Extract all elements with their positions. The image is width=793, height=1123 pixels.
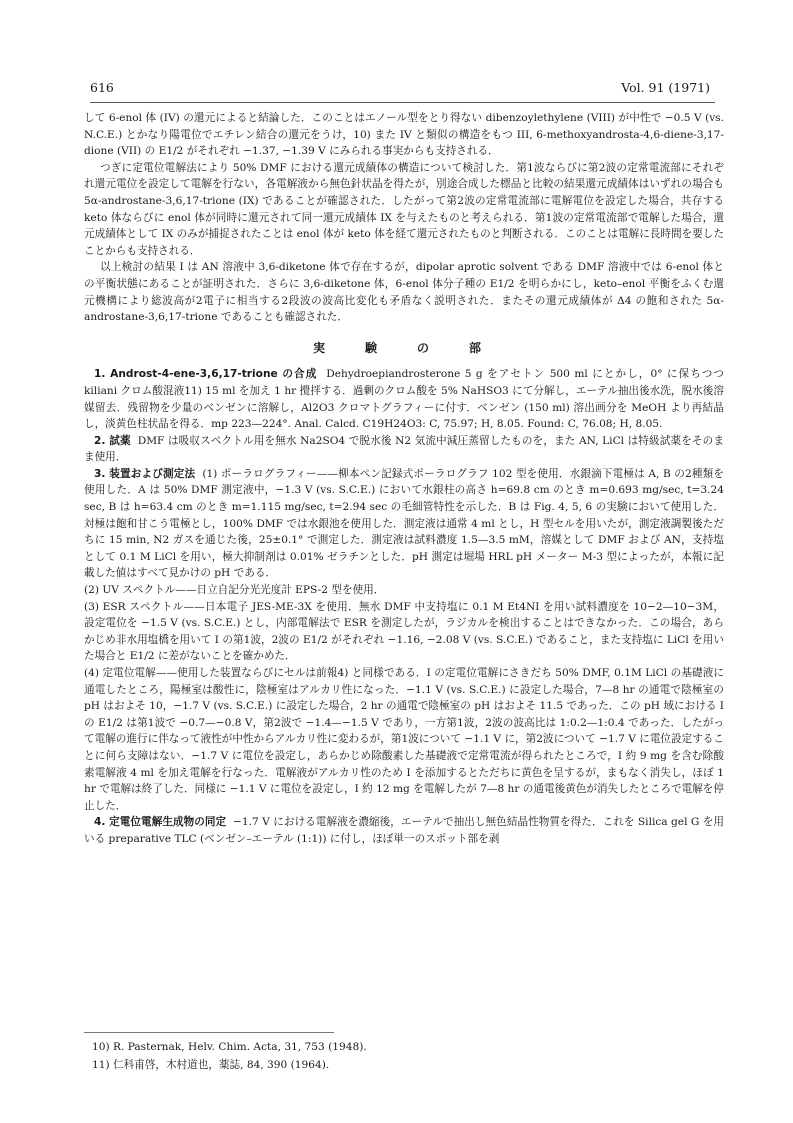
- item-label: 3. 装置および測定法: [94, 467, 196, 480]
- item-text: (3) ESR スペクトル——日本電子 JES-ME-3X を使用．無水 DMF 中支持塩に 0.1 M Et4NI を用い試料濃度を 10−2—10−3M，設定電位を −1.5 V (vs. S.C.E.) とし，内部電解法で ESR を測定したが，ラジカルを検出することはできなかった．この場合，あらかじめ非水用塩橋を用いて I の第1波，2波の E1/2 がそれぞれ −1.16, −2.08 V (vs. S.C.E.) であること，また支持塩に LiCl を用いた場合と E1/2 に差がないことを確かめた．: [84, 600, 724, 663]
- paragraph: して 6-enol 体 (IV) の還元によると結論した．このことはエノール型をとり得ない dibenzoylethylene (VIII) が中性で −0.5 V (vs. N.C.E.) とかなり陽電位でエチレン結合の還元をうけ，10) また IV と類似の構造をもつ III, 6-methoxyandrosta-4,6-diene-3,17-dione (VII) の E1/2 がそれぞれ −1.37, −1.39 V にみられる事実からも支持される．: [84, 112, 724, 158]
- journal-volume: Vol. 91 (1971): [621, 80, 710, 95]
- item-label: 2. 試薬: [94, 434, 131, 447]
- item-text: −1.7 V における電解液を濃縮後，エーテルで抽出し無色結晶性物質を得た．これを Silica gel G を用いる preparative TLC (ベンゼン–エーテル (1:1)) に付し，ほぼ単一のスポット部を剥: [84, 816, 724, 845]
- paragraph: 以上検討の結果 I は AN 溶液中 3,6-diketone 体で存在するが，dipolar aprotic solvent である DMF 溶液中では 6-enol 体との平衡状態にあることが証明された．さらに 3,6-diketone 体，6-enol 体分子種の E1/2 を明らかにし，keto–enol 平衡をふくむ還元機構により総波高が2電子に相当する2段波の波高比変化も矛盾なく説明された．またその還元成績体が Δ4 の飽和された 5α-androstane-3,6,17-trione であることも確認された．: [84, 261, 724, 324]
- item-text: Dehydroepiandrosterone 5 g をアセトン 500 ml にとかし，0° に保ちつつ kiliani クロム酸混液11) 15 ml を加え 1 hr 攪拌する．過剰のクロム酸を 5% NaHSO3 にて分解し，エーテル抽出後水洗，脱水後溶媒留去．残留物を少量のベンゼンに溶解し，Al2O3 クロマトグラフィーに付す．ベンゼン (150 ml) 溶出画分を MeOH より再結晶し，淡黄色柱状晶を得る．mp 223—224°. Anal. Calcd. C19H24O3: C, 75.97; H, 8.05. Found: C, 76.08; H, 8.05.: [84, 368, 724, 431]
- item-label: 4. 定電位電解生成物の同定: [94, 816, 227, 829]
- experimental-item: [84, 366, 724, 432]
- footnote: 11) 仁科甫啓，木村道也，薬誌, 84, 390 (1964).: [92, 1059, 330, 1071]
- experimental-item: [84, 466, 724, 582]
- section-title: 実 験 の 部: [312, 340, 495, 355]
- item-text: DMF は吸収スペクトル用を無水 Na2SO4 で脱水後 N2 気流中減圧蒸留したものを，また AN, LiCl は特級試薬をそのまま使用．: [84, 434, 724, 464]
- paragraph: つぎに定電位電解法により 50% DMF における還元成績体の構造について検討した．第1波ならびに第2波の定常電流部にそれぞれ還元電位を設定して電解を行ない，各電解液から無色針状晶を得たが，別途合成した標品と比較の結果還元成績体はいずれの場合も 5α-androstane-3,6,17-trione (IX) であることが確認された．したがって第2波の定常電流部に電解電位を設定した場合，共存する keto 体ならびに enol 体が同時に還元されて同一還元成績体 IX を与えたものと考えられる．第1波の定常電流部で電解した場合，還元成績体として IX のみが捕捉されたことは enol 体が keto 体を経て還元されたものと判断される．このことは電解に長時間を要したことからも支持される．: [84, 161, 724, 257]
- footnote: 10) R. Pasternak, Helv. Chim. Acta, 31, 753 (1948).: [92, 1041, 367, 1053]
- footnotes: [92, 1038, 652, 1074]
- item-text: (2) UV スペクトル——日立自記分光光度計 EPS-2 型を使用．: [84, 584, 385, 597]
- running-header: [90, 80, 710, 96]
- item-text: (1) ポーラログラフィー——柳本ペン記録式ポーラログラフ 102 型を使用．水銀滴下電極は A, B の2種類を使用した．A は 50% DMF 測定液中，−1.3 V (vs. S.C.E.) において水銀柱の高さ h=69.8 cm のとき m=0.693 mg/sec, t=3.24 sec, B は h=63.4 cm のとき m=1.115 mg/sec, t=2.94 sec の毛細管特性を示した．B は Fig. 4, 5, 6 の実験において使用した．対極は飽和甘こう電極とし，100% DMF では水銀池を使用した．測定液は通常 4 ml とし，H 型セルを用いたが，測定液調製後ただちに 15 min, N2 ガスを通じた後，25±0.1° で測定した．測定液は試料濃度 1.5—3.5 mM，溶媒として DMF および AN，支持塩として 0.1 M LiCl を用い，極大抑制剤は 0.01% ゼラチンとした．pH 測定は堀場 HRL pH メーター M-3 型によったが，本報に記載した値はすべて見かけの pH である．: [84, 467, 724, 580]
- experimental-item: [84, 582, 724, 599]
- footnote-rule: [84, 1032, 334, 1033]
- experimental-item: [84, 433, 724, 466]
- experimental-item: [84, 665, 724, 814]
- page-number: 616: [90, 80, 114, 95]
- item-label: 1. Androst-4-ene-3,6,17-trione の合成: [94, 368, 318, 381]
- header-rule: [90, 102, 715, 103]
- body-text: [84, 110, 724, 848]
- item-text: (4) 定電位電解——使用した装置ならびにセルは前報4) と同様である．I の定電位電解にさきだち 50% DMF, 0.1M LiCl の基礎液に通電したところ，陽極室は酸性に，陰極室はアルカリ性になった．−1.1 V (vs. S.C.E.) に設定した場合，7—8 hr の通電で陰極室の pH はおよそ 10，−1.7 V (vs. S.C.E.) に設定した場合，2 hr の通電で陰極室の pH はおよそ 11.5 であった．この pH 域における I の E1/2 は第1波で −0.7—−0.8 V，第2波で −1.4—−1.5 V であり，一方第1波，2波の波高比は 1:0.2—1:0.4 であった．したがって電解の進行に伴なって液性が中性からアルカリ性に変わるが，第1波について −1.1 V に，第2波について −1.7 V に電位設定することに何ら支障はない．−1.7 V に電位を設定し，あらかじめ除酸素した基礎液で定常電流が得られたところで，I 約 9 mg を含む除酸素電解液 4 ml を加え電解を行なった．電解液がアルカリ性のため I を添加するとただちに黄色を呈するが，まもなく消失し，ほぼ 1 hr で電解は終了した．同様に −1.1 V に電位を設定し，I 約 12 mg を電解したが 7—8 hr の通電後黄色が消失したところで電解を停止した．: [84, 667, 724, 812]
- experimental-item: [84, 599, 724, 665]
- experimental-section: [84, 366, 724, 847]
- experimental-item: [84, 814, 724, 847]
